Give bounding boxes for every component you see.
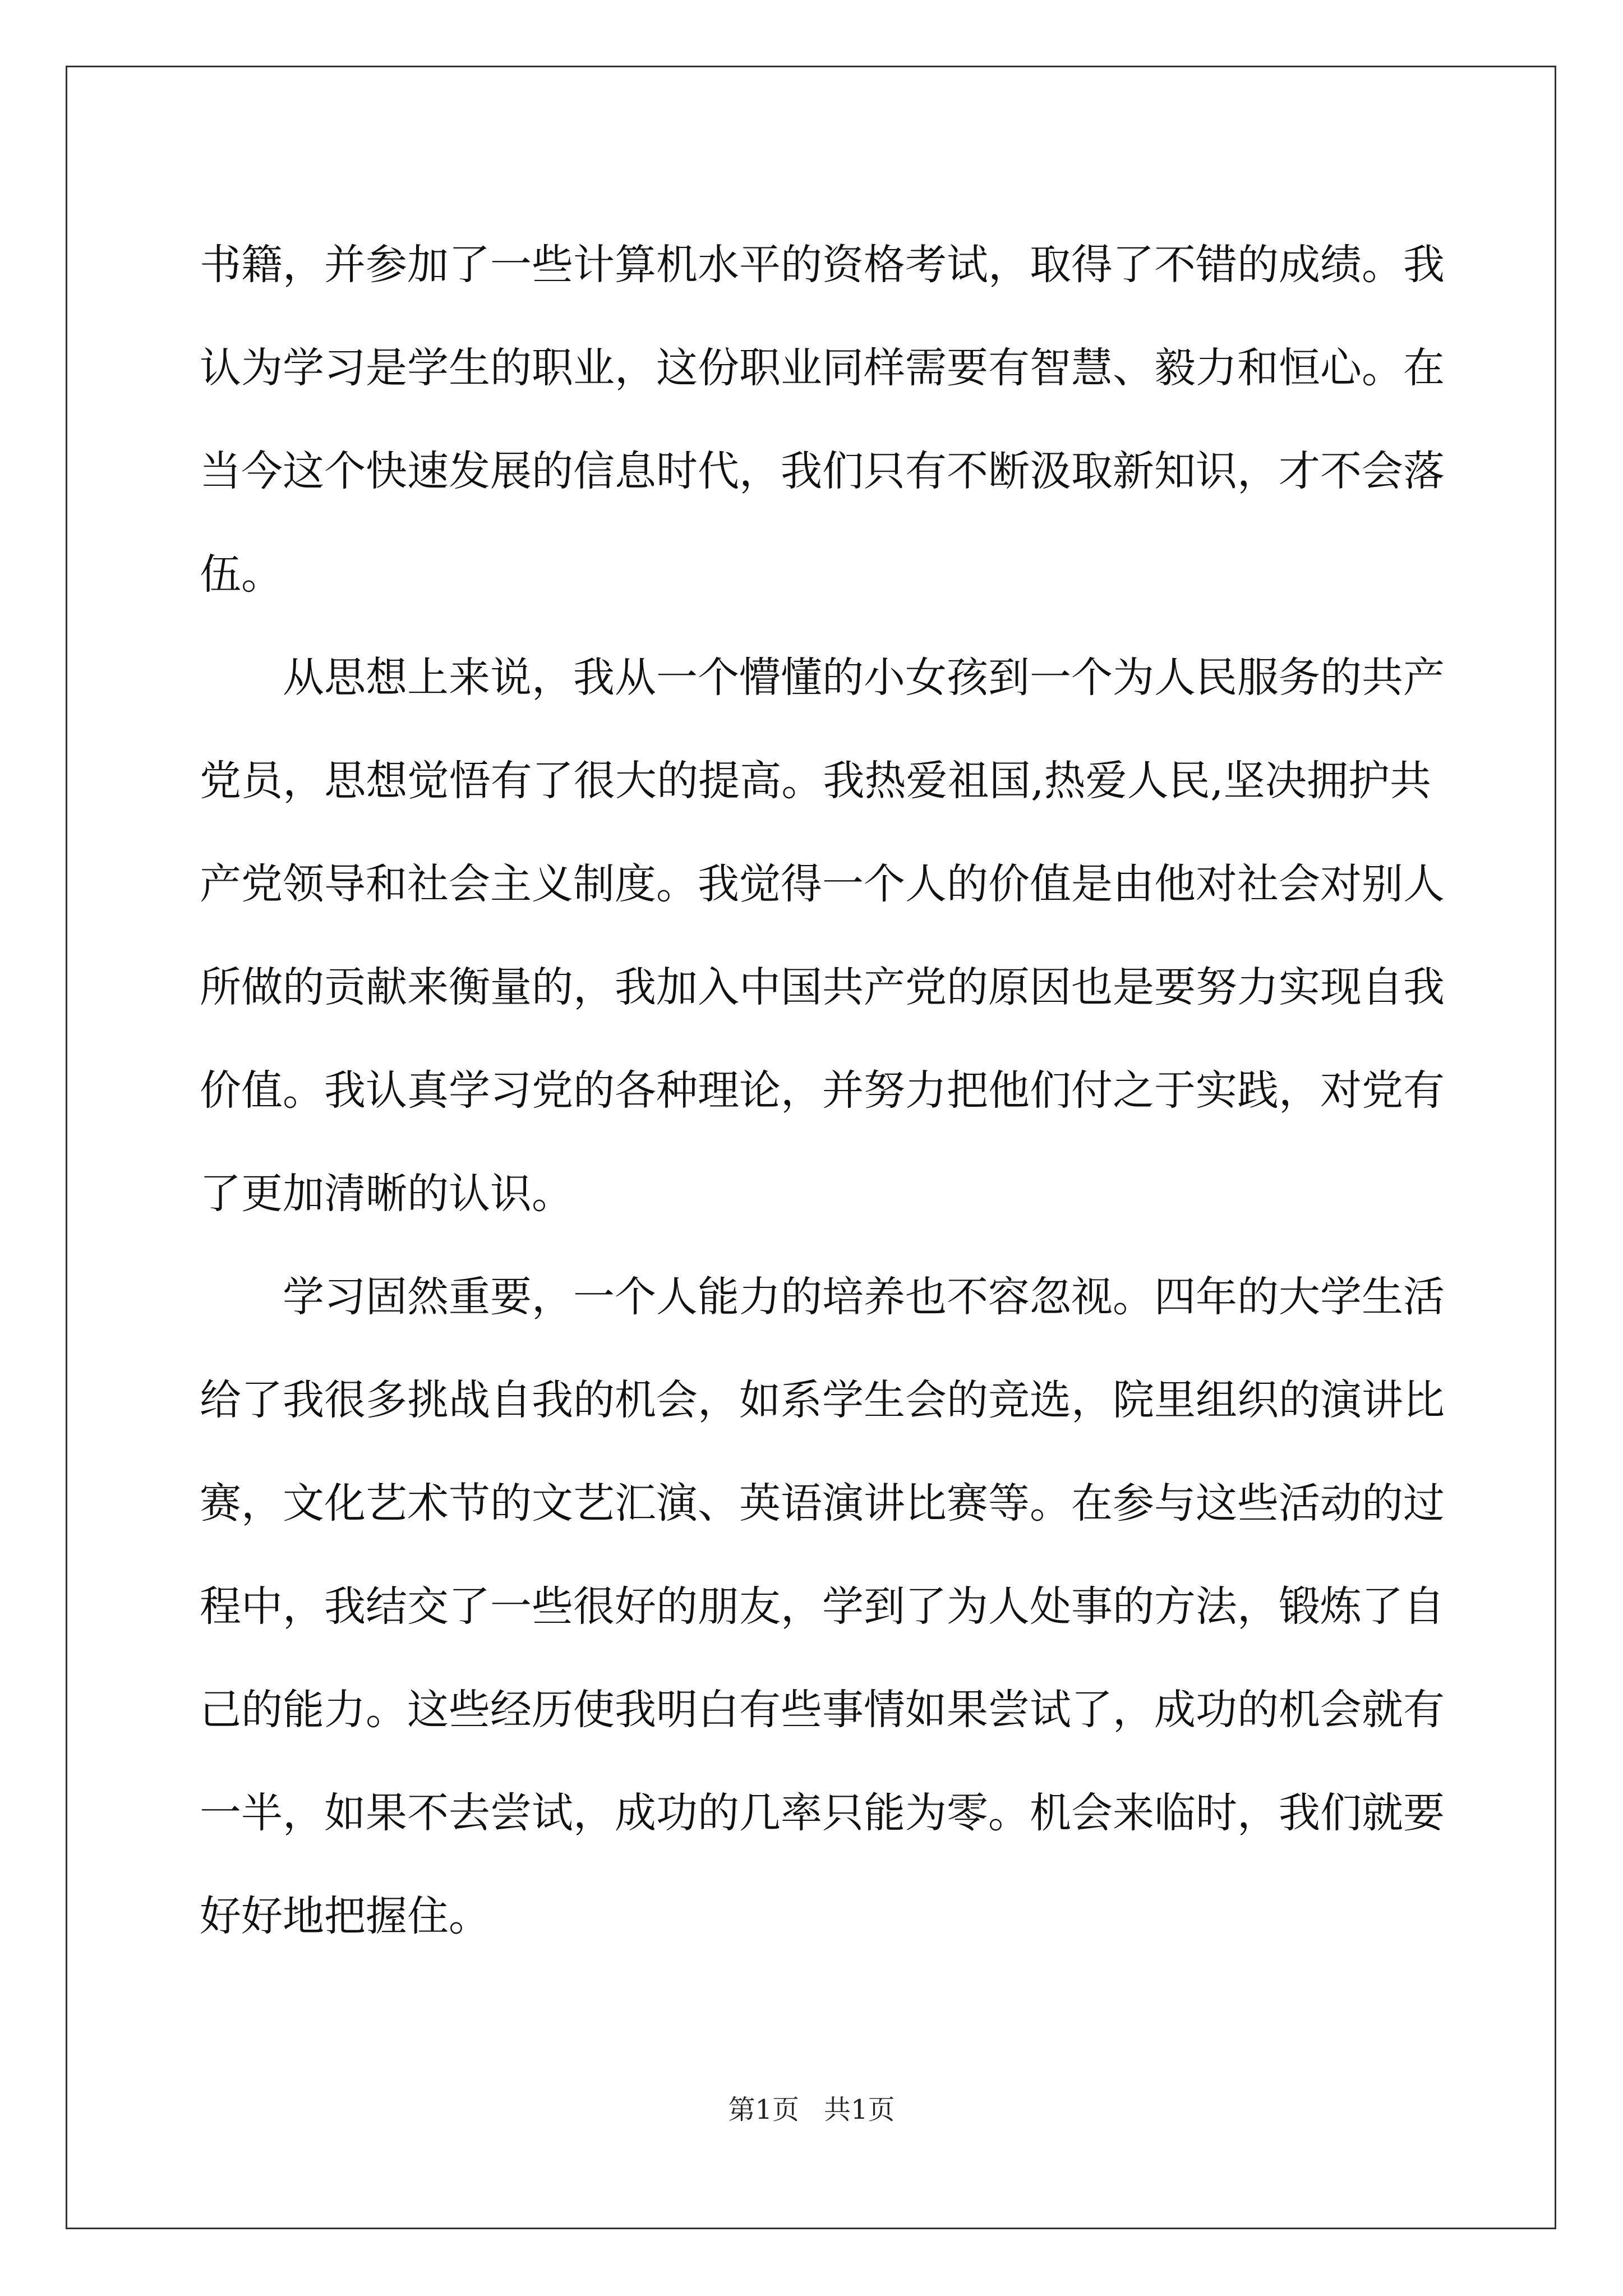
text-line: 给了我很多挑战自我的机会，如系学生会的竞选，院里组织的演讲比 [200, 1376, 1445, 1424]
text-line: 了更加清晰的认识。 [200, 1170, 573, 1218]
paragraph-1 [200, 213, 1445, 626]
text-line: 党员，思想觉悟有了很大的提高。我热爱祖国,热爱人民,坚决拥护共 [200, 757, 1431, 805]
text-line: 赛，文化艺术节的文艺汇演、英语演讲比赛等。在参与这些活动的过 [200, 1479, 1445, 1527]
text-line: 产党领导和社会主义制度。我觉得一个人的价值是由他对社会对别人 [200, 860, 1445, 908]
text-line: 从思想上来说，我从一个懵懂的小女孩到一个为人民服务的共产 [200, 654, 1445, 702]
text-line: 所做的贡献来衡量的，我加入中国共产党的原因也是要努力实现自我 [200, 963, 1445, 1011]
text-line: 程中，我结交了一些很好的朋友，学到了为人处事的方法，锻炼了自 [200, 1582, 1445, 1631]
text-line: 好好地把握住。 [200, 1892, 490, 1940]
text-line: 价值。我认真学习党的各种理论，并努力把他们付之于实践，对党有 [200, 1066, 1445, 1115]
text-line: 认为学习是学生的职业，这份职业同样需要有智慧、毅力和恒心。在 [200, 344, 1445, 392]
page-total: 共1页 [824, 2094, 895, 2125]
page-number: 第1页 [728, 2094, 799, 2125]
page-footer [0, 2088, 1623, 2127]
text-line: 学习固然重要，一个人能力的培养也不容忽视。四年的大学生活 [200, 1273, 1445, 1321]
text-line: 一半，如果不去尝试，成功的几率只能为零。机会来临时，我们就要 [200, 1789, 1445, 1837]
text-line: 书籍，并参加了一些计算机水平的资格考试，取得了不错的成绩。我 [200, 241, 1445, 289]
document-body [200, 213, 1445, 1968]
text-line: 伍。 [200, 550, 283, 599]
paragraph-3 [200, 1245, 1445, 1968]
paragraph-2 [200, 626, 1445, 1245]
text-line: 当今这个快速发展的信息时代，我们只有不断汲取新知识，才不会落 [200, 447, 1445, 495]
text-line: 己的能力。这些经历使我明白有些事情如果尝试了，成功的机会就有 [200, 1686, 1445, 1734]
